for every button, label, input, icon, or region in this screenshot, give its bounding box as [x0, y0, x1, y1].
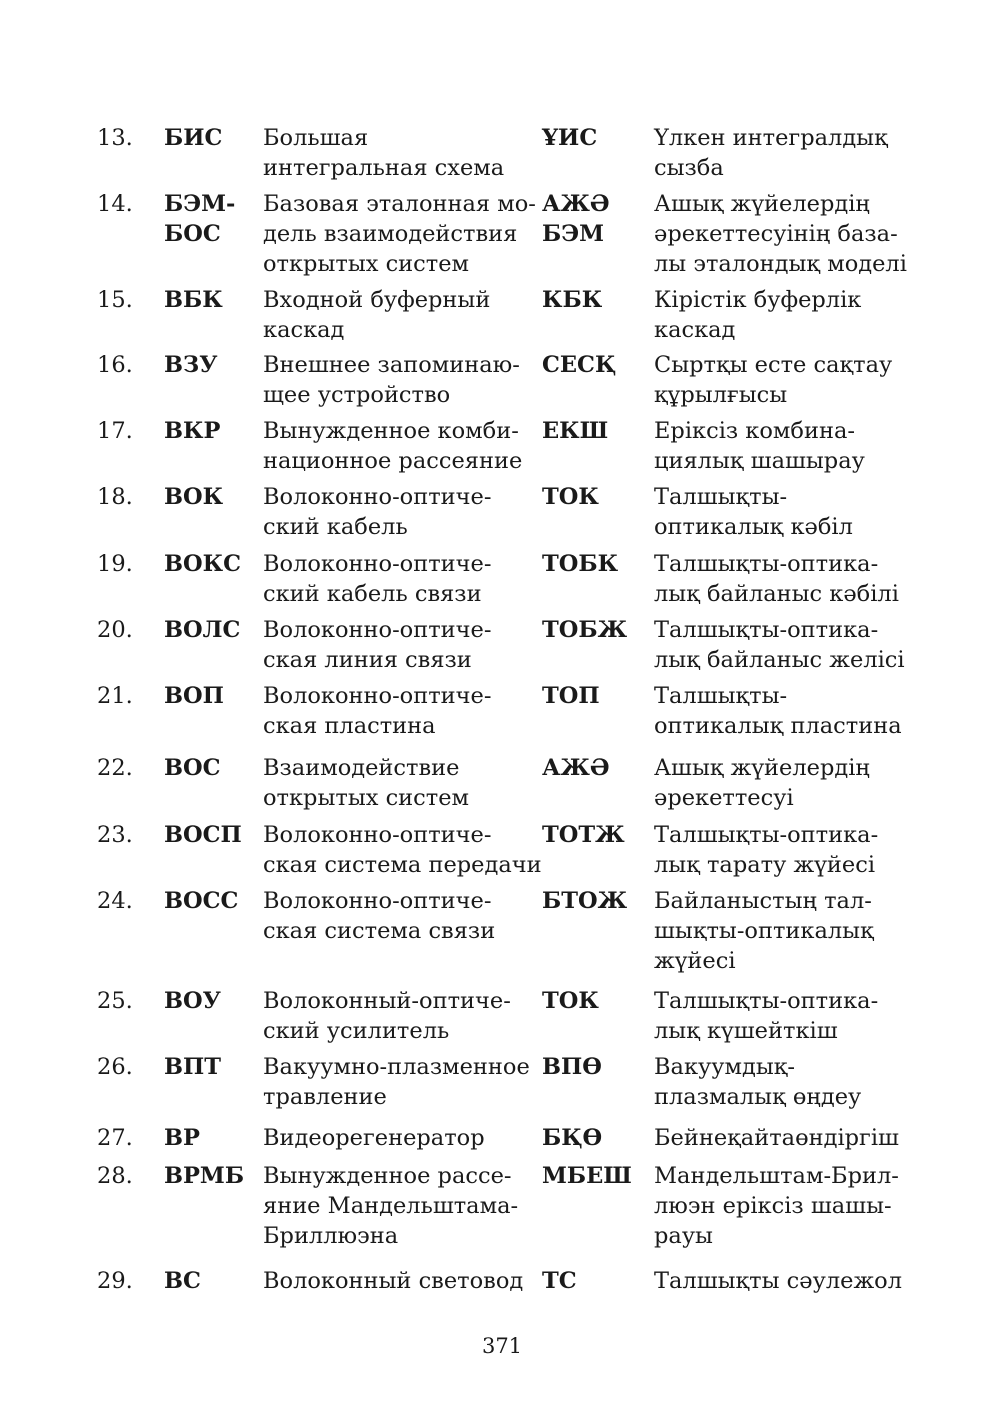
russian-abbreviation-line: ВОП	[164, 683, 224, 709]
kazakh-abbreviation-line: ЕКШ	[542, 418, 609, 444]
russian-abbreviation	[164, 1123, 200, 1153]
kazakh-abbreviation	[542, 681, 600, 711]
kazakh-abbreviation	[542, 1123, 602, 1153]
russian-abbreviation	[164, 886, 238, 916]
kazakh-term	[654, 549, 899, 609]
russian-term	[263, 1266, 523, 1296]
entry-number: 18.	[97, 484, 133, 510]
russian-term-line: ская система связи	[263, 918, 496, 944]
russian-term-line: Большая	[263, 125, 369, 151]
russian-term	[263, 123, 504, 183]
kazakh-term-line: Талшықты-оптика-	[654, 551, 879, 577]
kazakh-term-line: рауы	[654, 1223, 713, 1249]
kazakh-abbreviation	[542, 416, 608, 446]
kazakh-term-line: Талшықты-	[654, 484, 788, 510]
kazakh-term-line: оптикалық кәбіл	[654, 514, 853, 540]
entry-number: 20.	[97, 617, 133, 643]
russian-term-line: Волоконно-оптиче-	[263, 888, 492, 914]
russian-abbreviation-line: ВРМБ	[164, 1163, 245, 1189]
russian-abbreviation-line: ВОКС	[164, 551, 241, 577]
russian-term	[263, 986, 511, 1046]
russian-term	[263, 1123, 485, 1153]
kazakh-term-line: Талшықты-оптика-	[654, 617, 879, 643]
russian-term	[263, 1052, 530, 1112]
kazakh-term-line: Бейнеқайтаөндіргіш	[654, 1125, 899, 1151]
russian-term-line: Видеорегенератор	[263, 1125, 485, 1151]
kazakh-term	[654, 189, 907, 279]
russian-abbreviation	[164, 615, 240, 645]
kazakh-term-line: жүйесі	[654, 948, 736, 974]
russian-term-line: Вакуумно-плазменное	[263, 1054, 530, 1080]
russian-abbreviation	[164, 285, 223, 315]
kazakh-term-line: құрылғысы	[654, 382, 788, 408]
russian-abbreviation-line: БИС	[164, 125, 223, 151]
russian-abbreviation-line: ВОУ	[164, 988, 221, 1014]
russian-term-line: Волоконно-оптиче-	[263, 551, 492, 577]
kazakh-abbreviation-line: ТС	[542, 1268, 577, 1294]
kazakh-term-line: лық тарату жүйесі	[654, 852, 876, 878]
entry-number: 22.	[97, 755, 133, 781]
kazakh-abbreviation	[542, 350, 616, 380]
russian-term	[263, 285, 490, 345]
russian-abbreviation	[164, 820, 242, 850]
russian-abbreviation-line: ВОЛС	[164, 617, 241, 643]
entry-number: 27.	[97, 1125, 133, 1151]
russian-abbreviation-line: БЭМ-	[164, 191, 236, 217]
kazakh-term-line: Вакуумдық-	[654, 1054, 795, 1080]
russian-abbreviation-line: ВБК	[164, 287, 223, 313]
kazakh-abbreviation	[542, 549, 618, 579]
kazakh-term-line: Талшықты-	[654, 683, 788, 709]
russian-term-line: Волоконно-оптиче-	[263, 683, 492, 709]
entry-number: 28.	[97, 1163, 133, 1189]
russian-term-line: Волоконно-оптиче-	[263, 822, 492, 848]
kazakh-term-line: Мандельштам-Брил-	[654, 1163, 899, 1189]
russian-term-line: Взаимодействие	[263, 755, 460, 781]
kazakh-term-line: Байланыстың тал-	[654, 888, 872, 914]
kazakh-abbreviation-line: ВПӨ	[542, 1054, 602, 1080]
russian-term-line: ский кабель	[263, 514, 408, 540]
entry-number: 23.	[97, 822, 133, 848]
kazakh-term-line: Үлкен интегралдық	[654, 125, 888, 151]
russian-term-line: ская линия связи	[263, 647, 472, 673]
russian-term	[263, 549, 491, 609]
entry-number: 15.	[97, 287, 133, 313]
kazakh-term-line: Кірістік буферлік	[654, 287, 862, 313]
entry-number: 21.	[97, 683, 133, 709]
russian-abbreviation-line: ВОСП	[164, 822, 242, 848]
kazakh-abbreviation-line: БҚӨ	[542, 1125, 603, 1151]
kazakh-abbreviation-line: ТОБЖ	[542, 617, 628, 643]
russian-term	[263, 753, 469, 813]
russian-term	[263, 1161, 518, 1251]
kazakh-abbreviation-line: ТОП	[542, 683, 600, 709]
entry-number: 24.	[97, 888, 133, 914]
kazakh-term	[654, 615, 905, 675]
kazakh-term	[654, 820, 878, 880]
kazakh-abbreviation	[542, 189, 609, 249]
russian-term-line: интегральная схема	[263, 155, 505, 181]
russian-abbreviation	[164, 189, 235, 249]
russian-term-line: Вынужденное рассе-	[263, 1163, 512, 1189]
kazakh-term-line: әрекеттесуінің база-	[654, 221, 898, 247]
russian-abbreviation-line: ВОСС	[164, 888, 239, 914]
kazakh-abbreviation	[542, 285, 602, 315]
russian-abbreviation	[164, 986, 221, 1016]
kazakh-abbreviation	[542, 482, 599, 512]
russian-abbreviation-line: ВПТ	[164, 1054, 222, 1080]
kazakh-term-line: шықты-оптикалық	[654, 918, 874, 944]
kazakh-term	[654, 1123, 899, 1153]
russian-term-line: дель взаимодействия	[263, 221, 518, 247]
kazakh-abbreviation-line: МБЕШ	[542, 1163, 632, 1189]
kazakh-term	[654, 1161, 899, 1251]
kazakh-term-line: Талшықты сәулежол	[654, 1268, 902, 1294]
kazakh-abbreviation	[542, 753, 609, 783]
russian-term-line: ский кабель связи	[263, 581, 482, 607]
kazakh-term	[654, 1266, 902, 1296]
entry-number: 17.	[97, 418, 133, 444]
entry-number: 14.	[97, 191, 133, 217]
russian-term-line: травление	[263, 1084, 387, 1110]
entry-number: 19.	[97, 551, 133, 577]
russian-term	[263, 615, 491, 675]
entry-number: 25.	[97, 988, 133, 1014]
kazakh-term	[654, 753, 870, 813]
kazakh-term-line: Ашық жүйелердің	[654, 191, 870, 217]
russian-term-line: яние Мандельштама-	[263, 1193, 519, 1219]
russian-term	[263, 482, 491, 542]
russian-term-line: Волоконный-оптиче-	[263, 988, 511, 1014]
kazakh-term-line: Ашық жүйелердің	[654, 755, 870, 781]
russian-abbreviation	[164, 681, 224, 711]
kazakh-abbreviation	[542, 1161, 632, 1191]
kazakh-abbreviation-line: ТОК	[542, 988, 599, 1014]
entry-number: 26.	[97, 1054, 133, 1080]
russian-abbreviation-line: ВОС	[164, 755, 221, 781]
russian-abbreviation-line: ВОК	[164, 484, 224, 510]
russian-term-line: Волоконно-оптиче-	[263, 617, 492, 643]
kazakh-term	[654, 123, 888, 183]
kazakh-abbreviation-line: АЖӘ	[542, 191, 610, 217]
kazakh-abbreviation-line: АЖӘ	[542, 755, 610, 781]
russian-term-line: Входной буферный	[263, 287, 491, 313]
russian-abbreviation-line: ВР	[164, 1125, 200, 1151]
kazakh-abbreviation-line: КБК	[542, 287, 603, 313]
russian-abbreviation-line: БОС	[164, 221, 221, 247]
kazakh-abbreviation	[542, 820, 625, 850]
russian-abbreviation	[164, 1052, 221, 1082]
russian-term-line: открытых систем	[263, 785, 470, 811]
kazakh-abbreviation	[542, 1266, 577, 1296]
russian-term-line: каскад	[263, 317, 345, 343]
russian-term	[263, 820, 542, 880]
kazakh-abbreviation-line: СЕСҚ	[542, 352, 617, 378]
russian-term-line: Внешнее запоминаю-	[263, 352, 520, 378]
russian-abbreviation	[164, 1161, 244, 1191]
kazakh-abbreviation-line: ТОТЖ	[542, 822, 625, 848]
kazakh-term-line: лық күшейткіш	[654, 1018, 838, 1044]
russian-abbreviation	[164, 753, 221, 783]
kazakh-term	[654, 681, 902, 741]
kazakh-abbreviation	[542, 1052, 602, 1082]
russian-term-line: ский усилитель	[263, 1018, 450, 1044]
kazakh-term	[654, 416, 865, 476]
kazakh-term-line: лы эталондық моделі	[654, 251, 907, 277]
kazakh-term-line: лық байланыс желісі	[654, 647, 905, 673]
russian-term-line: Волоконный световод	[263, 1268, 524, 1294]
kazakh-term-line: лық байланыс кәбілі	[654, 581, 899, 607]
kazakh-term-line: каскад	[654, 317, 736, 343]
kazakh-term	[654, 886, 874, 976]
kazakh-term-line: Талшықты-оптика-	[654, 988, 879, 1014]
russian-term	[263, 350, 520, 410]
kazakh-abbreviation-line: БТОЖ	[542, 888, 628, 914]
kazakh-term	[654, 482, 853, 542]
kazakh-term-line: люэн еріксіз шашы-	[654, 1193, 892, 1219]
kazakh-term-line: әрекеттесуі	[654, 785, 794, 811]
russian-term	[263, 886, 495, 946]
russian-abbreviation-line: ВКР	[164, 418, 221, 444]
russian-term-line: открытых систем	[263, 251, 470, 277]
kazakh-abbreviation	[542, 886, 627, 916]
kazakh-term	[654, 986, 878, 1046]
kazakh-term	[654, 285, 861, 345]
kazakh-term-line: Сыртқы есте сақтау	[654, 352, 893, 378]
russian-abbreviation	[164, 123, 222, 153]
russian-abbreviation	[164, 350, 218, 380]
kazakh-abbreviation-line: ТОК	[542, 484, 599, 510]
russian-term	[263, 189, 536, 279]
russian-term-line: Базовая эталонная мо-	[263, 191, 536, 217]
russian-abbreviation	[164, 549, 241, 579]
kazakh-term-line: оптикалық пластина	[654, 713, 902, 739]
russian-term-line: национное рассеяние	[263, 448, 523, 474]
kazakh-term-line: плазмалық өңдеу	[654, 1084, 862, 1110]
entry-number: 29.	[97, 1268, 133, 1294]
russian-abbreviation	[164, 482, 223, 512]
kazakh-abbreviation	[542, 123, 597, 153]
kazakh-term-line: циялық шашырау	[654, 448, 865, 474]
russian-abbreviation	[164, 1266, 201, 1296]
kazakh-abbreviation-line: ҰИС	[542, 125, 598, 151]
kazakh-term-line: Еріксіз комбина-	[654, 418, 855, 444]
russian-abbreviation-line: ВЗУ	[164, 352, 218, 378]
russian-term	[263, 416, 522, 476]
russian-abbreviation-line: ВС	[164, 1268, 201, 1294]
kazakh-term	[654, 1052, 861, 1112]
russian-term-line: ская пластина	[263, 713, 436, 739]
russian-term-line: щее устройство	[263, 382, 451, 408]
russian-term-line: Вынужденное комби-	[263, 418, 519, 444]
russian-term-line: Бриллюэна	[263, 1223, 399, 1249]
russian-abbreviation	[164, 416, 220, 446]
kazakh-term	[654, 350, 892, 410]
kazakh-term-line: Талшықты-оптика-	[654, 822, 879, 848]
page-number: 371	[481, 1334, 523, 1358]
russian-term-line: ская система передачи	[263, 852, 542, 878]
entry-number: 13.	[97, 125, 133, 151]
kazakh-abbreviation	[542, 986, 599, 1016]
russian-term-line: Волоконно-оптиче-	[263, 484, 492, 510]
kazakh-term-line: сызба	[654, 155, 724, 181]
kazakh-abbreviation	[542, 615, 627, 645]
kazakh-abbreviation-line: БЭМ	[542, 221, 605, 247]
kazakh-abbreviation-line: ТОБК	[542, 551, 619, 577]
russian-term	[263, 681, 491, 741]
entry-number: 16.	[97, 352, 133, 378]
